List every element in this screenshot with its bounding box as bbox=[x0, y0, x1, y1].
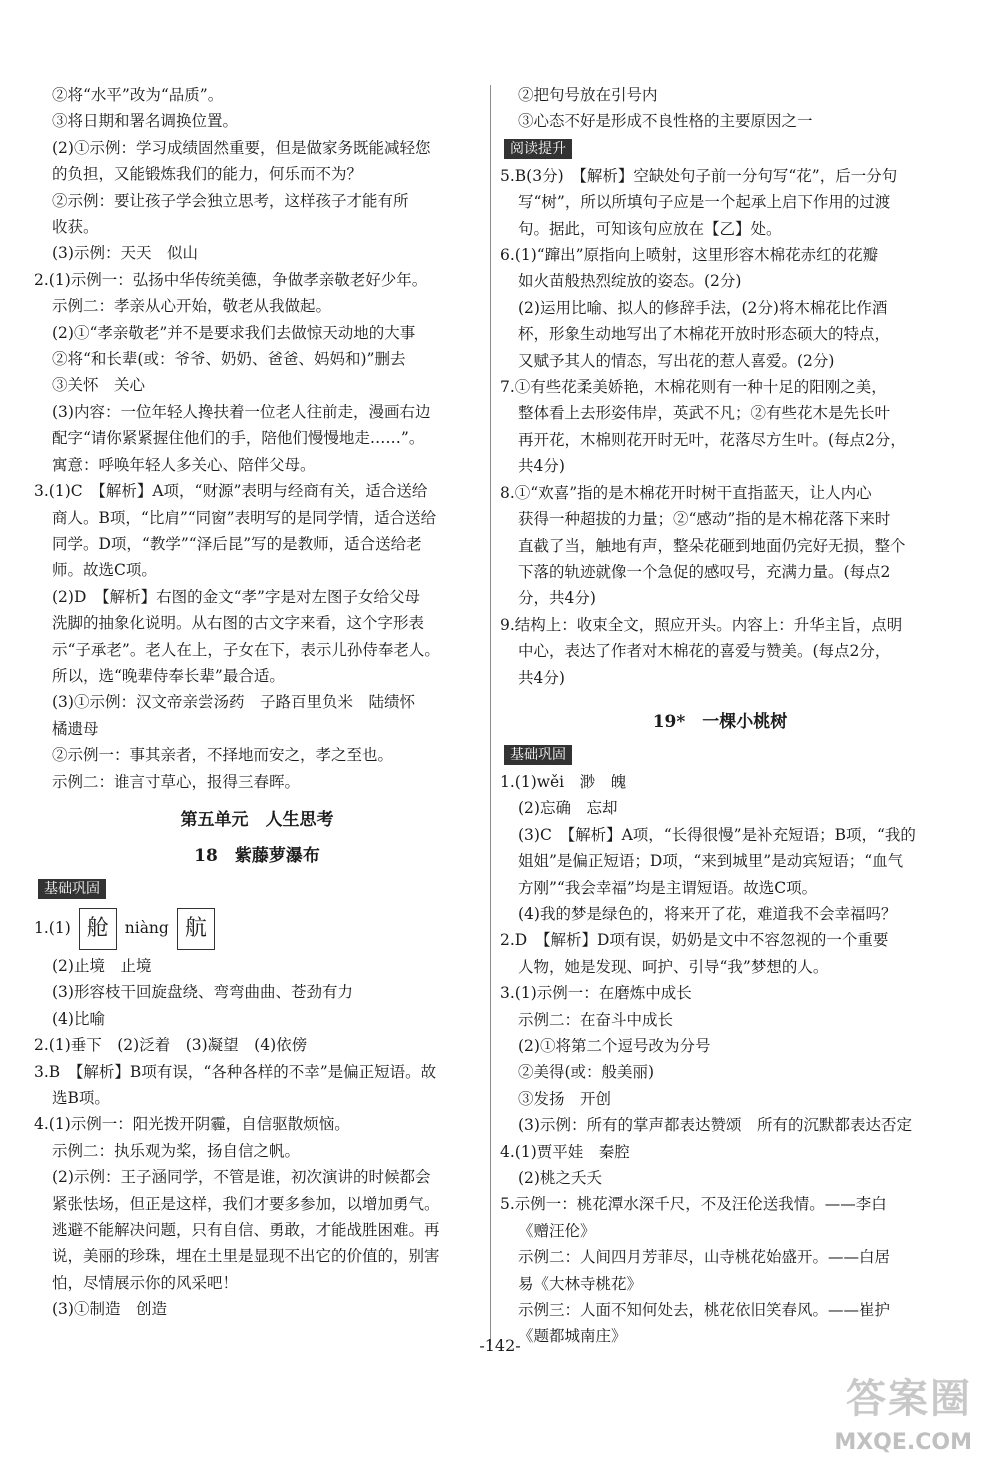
answer-line: 8.①“欢喜”指的是木棉花开时树干直指蓝天，让人内心 bbox=[500, 483, 872, 502]
left-answers-part2 bbox=[34, 953, 480, 1323]
answer-line: 怕，尽情展示你的风采吧！ bbox=[52, 1273, 239, 1292]
answer-line: (3)示例：天天 似山 bbox=[52, 244, 198, 263]
answer-line: 易《大林寺桃花》 bbox=[518, 1274, 643, 1293]
section-tag-basic-2: 基础巩固 bbox=[504, 745, 572, 765]
answer-line: 示例二：执乐观为桨，扬自信之帆。 bbox=[52, 1141, 301, 1160]
answer-line: 直截了当，触地有声，整朵花砸到地面仍完好无损，整个 bbox=[518, 536, 906, 555]
answer-line: 紧张怯场，但正是这样，我们才要多参加，以增加勇气。 bbox=[52, 1194, 440, 1213]
answer-line: 示例三：人面不知何处去，桃花依旧笑春风。——崔护 bbox=[518, 1301, 891, 1320]
answer-line: (2)桃之夭夭 bbox=[518, 1169, 602, 1188]
answer-line: 所以，选“晚辈侍奉长辈”最合适。 bbox=[52, 666, 285, 685]
answer-line: 共4分) bbox=[518, 668, 565, 687]
answer-line: 同学。D项，“教学”“泽后昆”写的是教师，适合送给老 bbox=[52, 534, 422, 553]
answer-line: (2)示例：王子涵同学，不管是谁，初次演讲的时候都会 bbox=[52, 1168, 431, 1187]
answer-line: 方刚”“我会幸福”均是主谓短语。故选C项。 bbox=[518, 878, 818, 897]
answer-line: 9.结构上：收束全文，照应开头。内容上：升华主旨，点明 bbox=[500, 615, 903, 634]
answer-line: 2.D 【解析】D项有误，奶奶是文中不容忽视的一个重要 bbox=[500, 931, 889, 950]
answer-line: 人物，她是发现、呵护、引导“我”梦想的人。 bbox=[518, 957, 829, 976]
answer-line: 5.示例一：桃花潭水深千尺，不及汪伦送我情。——李白 bbox=[500, 1195, 887, 1214]
answer-line: (4)我的梦是绿色的，将来开了花，难道我不会幸福吗？ bbox=[518, 904, 897, 923]
answer-line: (2)①“孝亲敬老”并不是要求我们去做惊天动地的大事 bbox=[52, 323, 416, 342]
answer-line: 3.B 【解析】B项有误，“各种各样的不幸”是偏正短语。故 bbox=[34, 1062, 437, 1081]
answer-line: 选B项。 bbox=[52, 1089, 110, 1107]
char-box-1: 舱 bbox=[79, 908, 117, 950]
lesson-18-title: 18 紫藤萝瀑布 bbox=[194, 845, 320, 866]
right-answers-part1 bbox=[500, 82, 940, 135]
pinyin-text: niàng bbox=[124, 918, 169, 937]
answer-line: 分，共4分) bbox=[518, 589, 596, 608]
right-answers-part2 bbox=[500, 163, 940, 691]
answer-line: (4)比喻 bbox=[52, 1009, 105, 1028]
answer-line: ③将日期和署名调换位置。 bbox=[52, 112, 239, 131]
section-tag-reading: 阅读提升 bbox=[504, 139, 572, 159]
answer-line: ③心态不好是形成不良性格的主要原因之一 bbox=[518, 112, 813, 131]
answer-line: 3.(1)C 【解析】A项，“财源”表明与经商有关，适合送给 bbox=[34, 482, 428, 501]
answer-line: 逃避不能解决问题，只有自信、勇敢，才能战胜困难。再 bbox=[52, 1221, 440, 1240]
answer-line: ②示例：要让孩子学会独立思考，这样孩子才能有所 bbox=[52, 191, 409, 210]
answer-line: 师。故选C项。 bbox=[52, 561, 157, 580]
answer-line: 配字“请你紧紧握住他们的手，陪他们慢慢地走……”。 bbox=[52, 429, 425, 448]
answer-line: 杯，形象生动地写出了木棉花开放时形态硕大的特点， bbox=[518, 325, 891, 344]
answer-line: (2)忘确 忘却 bbox=[518, 799, 618, 818]
answer-line: 的负担，又能锻炼我们的能力，何乐而不为？ bbox=[52, 165, 363, 184]
answer-line: 7.①有些花柔美娇艳，木棉花则有一种十足的阳刚之美， bbox=[500, 378, 887, 397]
answer-line: 1.(1)wěi 渺 魄 bbox=[500, 772, 627, 791]
answer-line: 4.(1)示例一：阳光拨开阴霾，自信驱散烦恼。 bbox=[34, 1115, 350, 1134]
answer-line: 4.(1)贾平娃 秦腔 bbox=[500, 1142, 630, 1161]
section-tag-basic: 基础巩固 bbox=[38, 879, 106, 899]
answer-line: ③关怀 关心 bbox=[52, 376, 146, 395]
answer-line: 又赋予其人的情态，写出花的惹人喜爱。(2分) bbox=[518, 351, 835, 370]
answer-line: 收获。 bbox=[52, 218, 99, 237]
right-answers-part3 bbox=[500, 769, 940, 1350]
answer-line: (3)形容枝干回旋盘绕、弯弯曲曲、苍劲有力 bbox=[52, 983, 353, 1002]
answer-line: ②将“和长辈(或：爷爷、奶奶、爸爸、妈妈和)”删去 bbox=[52, 350, 406, 369]
answer-line: 橘遗母 bbox=[52, 719, 99, 738]
watermark-stamp: 答案圈 bbox=[846, 1375, 972, 1422]
answer-line: 示例二：在奋斗中成长 bbox=[518, 1010, 674, 1029]
answer-line: 示例二：人间四月芳菲尽，山寺桃花始盛开。——白居 bbox=[518, 1248, 891, 1267]
answer-line: ②示例一：事其亲者，不择地而安之，孝之至也。 bbox=[52, 746, 394, 765]
answer-line: 商人。B项，“比肩”“同窗”表明写的是同学情，适合送给 bbox=[52, 508, 437, 527]
page-number: -142- bbox=[479, 1336, 521, 1355]
answer-line: (3)①示例：汉文帝亲尝汤药 子路百里负米 陆绩怀 bbox=[52, 693, 415, 712]
answer-line: 如火苗般热烈绽放的姿态。(2分) bbox=[518, 272, 742, 291]
answer-line: 获得一种超拔的力量；②“感动”指的是木棉花落下来时 bbox=[518, 510, 891, 529]
answer-line: 姐姐”是偏正短语；D项，“来到城里”是动宾短语；“血气 bbox=[518, 852, 904, 871]
watermark-logo bbox=[772, 1361, 982, 1461]
box-row-prefix: 1.(1) bbox=[34, 918, 71, 937]
answer-line: ②将“水平”改为“品质”。 bbox=[52, 86, 224, 104]
answer-line: 再开花，木棉则花开时无叶，花落尽方生叶。(每点2分， bbox=[518, 430, 906, 449]
answer-line: (3)示例：所有的掌声都表达赞颂 所有的沉默都表达否定 bbox=[518, 1116, 912, 1135]
answer-line: (2)①将第二个逗号改为分号 bbox=[518, 1037, 711, 1055]
lesson-19-title: 19* 一棵小桃树 bbox=[652, 711, 788, 732]
answer-line: (3)内容：一位年轻人搀扶着一位老人往前走，漫画右边 bbox=[52, 402, 431, 421]
answer-line: 说，美丽的珍珠，埋在土里是显现不出它的价值的，别害 bbox=[52, 1247, 440, 1266]
answer-line: 示例二：谁言寸草心，报得三春晖。 bbox=[52, 772, 301, 791]
answer-line: 洗脚的抽象化说明。从右图的古文字来看，这个字形表 bbox=[52, 614, 425, 633]
answer-line: (2)止境 止境 bbox=[52, 956, 152, 975]
answer-line: 2.(1)示例一：弘扬中华传统美德，争做孝亲敬老好少年。 bbox=[34, 270, 428, 289]
answer-line: 5.B(3分) 【解析】空缺处句子前一分句写“花”，后一分句 bbox=[500, 166, 898, 185]
answer-line: (2)运用比喻、拟人的修辞手法，(2分)将木棉花比作酒 bbox=[518, 298, 888, 317]
left-column bbox=[34, 82, 480, 1323]
answer-line: 共4分) bbox=[518, 457, 565, 476]
right-column bbox=[500, 82, 940, 1350]
answer-line: (3)C 【解析】A项，“长得很慢”是补充短语；B项，“我的 bbox=[518, 825, 916, 844]
answer-line: 2.(1)垂下 (2)泛着 (3)凝望 (4)依傍 bbox=[34, 1036, 308, 1055]
answer-line: 中心，表达了作者对木棉花的喜爱与赞美。(每点2分， bbox=[518, 642, 891, 661]
char-box-row bbox=[34, 903, 480, 953]
column-divider bbox=[490, 85, 491, 1345]
left-answers-part1 bbox=[34, 82, 480, 795]
answer-line: 示“子承老”。老人在上，子女在下，表示儿孙侍奉老人。 bbox=[52, 640, 440, 659]
answer-line: 句。据此，可知该句应放在【乙】处。 bbox=[518, 219, 782, 238]
answer-line: ②把句号放在引号内 bbox=[518, 86, 658, 104]
unit-title: 第五单元 人生思考 bbox=[180, 809, 334, 830]
answer-line: 整体看上去形姿伟岸，英武不凡；②有些花木是先长叶 bbox=[518, 404, 891, 423]
answer-line: 《题都城南庄》 bbox=[518, 1327, 627, 1346]
answer-line: 寓意：呼唤年轻人多关心、陪伴父母。 bbox=[52, 455, 316, 474]
answer-line: (3)①制造 创造 bbox=[52, 1300, 167, 1319]
watermark-url: MXQE.COM bbox=[834, 1430, 972, 1455]
answer-line: 6.(1)“蹿出”原指向上喷射，这里形容木棉花赤红的花瓣 bbox=[500, 246, 879, 265]
answer-line: 写“树”，所以所填句子应是一个起承上启下作用的过渡 bbox=[518, 193, 891, 212]
answer-line: 《赠汪伦》 bbox=[518, 1221, 596, 1240]
answer-line: 下落的轨迹就像一个急促的感叹号，充满力量。(每点2 bbox=[518, 562, 891, 581]
answer-line: (2)D 【解析】右图的金文“孝”字是对左图子女给父母 bbox=[52, 587, 420, 606]
answer-line: ③发扬 开创 bbox=[518, 1089, 612, 1108]
answer-line: (2)①示例：学习成绩固然重要，但是做家务既能减轻您 bbox=[52, 138, 431, 157]
answer-line: 示例二：孝亲从心开始，敬老从我做起。 bbox=[52, 297, 332, 316]
answer-line: 3.(1)示例一：在磨炼中成长 bbox=[500, 984, 692, 1003]
answer-line: ②美得(或：般美丽) bbox=[518, 1063, 655, 1082]
char-box-2: 航 bbox=[177, 908, 215, 950]
